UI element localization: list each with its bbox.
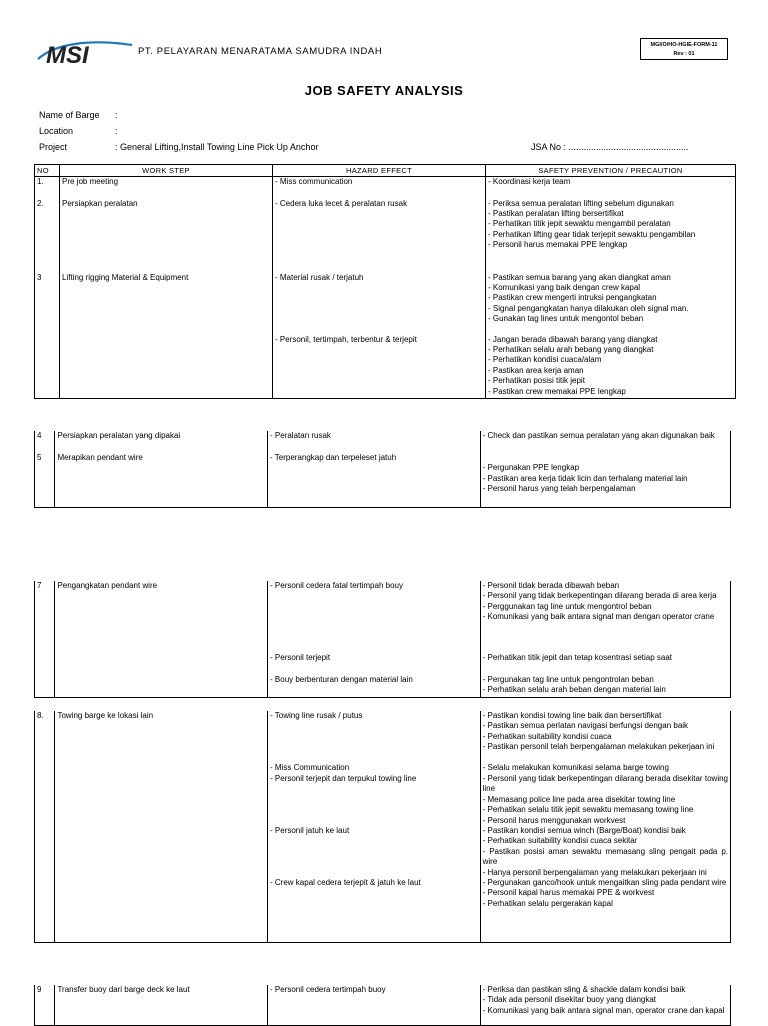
safety-precaution <box>486 177 736 199</box>
meta-location-value: : <box>115 126 118 136</box>
hazard-effect <box>268 453 481 507</box>
hazard-effect <box>268 985 481 1025</box>
hazard-effect-line: - Crew kapal cedera terjepit & jatuh ke laut <box>270 878 421 888</box>
row-number: 7 <box>35 581 55 653</box>
table-row <box>35 335 736 399</box>
safety-precaution-line: - Personil harus yang telah berpengalaman <box>482 484 636 494</box>
safety-precaution-line: - Check dan pastikan semua peralatan yang akan digunakan baik <box>482 431 715 440</box>
hazard-effect-line: - Miss Communication <box>270 763 350 772</box>
safety-precaution <box>480 675 730 697</box>
safety-precaution-line: - Perhatikan suitability kondisi cuaca sekitar <box>482 836 638 846</box>
safety-precaution-line: - Pergunakan PPE lengkap <box>482 463 580 473</box>
hazard-effect-line: - Bouy berbenturan dengan material lain <box>270 675 413 684</box>
table-row <box>35 985 731 1025</box>
work-step: Pengangkatan pendant wire <box>55 581 268 653</box>
work-step: Merapikan pendant wire <box>55 453 268 507</box>
safety-precaution-line: - Pastikan crew mengerti intruksi pengangkatan <box>488 293 657 303</box>
hazard-effect <box>273 335 486 399</box>
safety-precaution-line: - Perhatikan selalu arah beban dengan material lain <box>482 685 666 695</box>
work-step: Towing barge ke lokasi lain <box>55 711 268 763</box>
safety-precaution-line: - Personil yang tidak berkepentingan dilarang berada di area kerja <box>482 591 717 601</box>
row-number <box>35 826 55 878</box>
hazard-effect <box>273 177 486 199</box>
hazard-effect-line: - Miss communication <box>275 177 353 186</box>
table-row <box>35 199 736 273</box>
safety-precaution-line: - Perhatikan suitability kondisi cuaca <box>482 731 612 741</box>
work-step <box>60 335 273 399</box>
safety-precaution-line: - Pastikan kondisi semua winch (Barge/Boat) kondisi baik <box>482 826 686 836</box>
safety-precaution <box>480 653 730 675</box>
safety-precaution-line: - Pastikan semua perlatan navigasi berfungsi dengan baik <box>482 721 689 731</box>
column-header: WORK STEP <box>60 165 273 177</box>
safety-precaution <box>480 431 730 453</box>
safety-precaution-line: - Pastikan personil telah berpengalaman melakukan pekerjaan ini <box>482 742 715 752</box>
column-header: HAZARD EFFECT <box>273 165 486 177</box>
work-step: Lifting rigging Material & Equipment <box>60 273 273 335</box>
table-header-row <box>35 165 736 177</box>
hazard-effect-line: - Towing line rusak / putus <box>270 711 363 720</box>
work-step <box>55 774 268 826</box>
hazard-effect-line: - Material rusak / terjatuh <box>275 272 364 282</box>
company-logo <box>36 37 134 65</box>
jsa-table-4 <box>34 711 731 943</box>
safety-precaution <box>480 826 730 878</box>
table-row <box>35 763 731 774</box>
safety-precaution-line: - Perhatikan posisi titik jepit <box>488 376 585 386</box>
hazard-effect-line: - Cedera luka lecet & peralatan rusak <box>275 198 408 208</box>
table-row <box>35 453 731 507</box>
meta-barge-label: Name of Barge <box>39 110 100 120</box>
hazard-effect <box>268 653 481 675</box>
hazard-effect-line: - Personil terjepit dan terpukul towing line <box>270 774 417 783</box>
meta-barge-value: : <box>115 110 118 120</box>
table-row <box>35 273 736 335</box>
safety-precaution-line: - Perhatikan kondisi cuaca/alam <box>488 355 602 365</box>
jsa-table-3 <box>34 581 731 698</box>
safety-precaution-line: - Pastikan area kerja aman <box>488 365 584 375</box>
hazard-effect <box>273 273 486 335</box>
safety-precaution-line: - Selalu melakukan komunikasi selama barge towing <box>482 763 669 772</box>
safety-precaution-line: - Perhatikan titik jepit dan tetap kosentrasi setiap saat <box>482 653 673 662</box>
table-row <box>35 653 731 675</box>
meta-project <box>39 142 318 152</box>
safety-precaution-line: - Gunakan tag lines untuk mengontol beban <box>488 314 644 324</box>
safety-precaution-line: - Komunikasi yang baik antara signal man, operator crane dan kapal <box>482 1005 725 1015</box>
safety-precaution-line: - Pastikan peralatan lifting bersertifikat <box>488 208 624 218</box>
safety-precaution <box>480 711 730 763</box>
safety-precaution-line: - Perggunakan tag line untuk mengontrol beban <box>482 601 652 611</box>
hazard-effect-line: - Personil terjepit <box>270 653 331 662</box>
row-number <box>35 335 60 399</box>
safety-precaution-line: - Pastikan area kerja tidak licin dan terhalang material lain <box>482 473 688 483</box>
safety-precaution-line <box>483 453 728 463</box>
safety-precaution-line: - Pastikan crew memakai PPE lengkap <box>488 386 626 396</box>
table-row <box>35 826 731 878</box>
safety-precaution <box>480 581 730 653</box>
work-step <box>55 878 268 942</box>
safety-precaution-line: - Personil yang tidak berkepentingan dilarang berada disekitar towing line <box>482 774 728 794</box>
safety-precaution-line: - Hanya personil berpengalaman yang melakukan pekerjaan ini <box>482 867 707 877</box>
safety-precaution-line: - Memasang police line pada area disekitar towing line <box>482 794 676 804</box>
meta-barge <box>39 110 118 120</box>
table-row <box>35 711 731 763</box>
safety-precaution-line: - Personil tidak berada dibawah beban <box>482 581 620 590</box>
company-name: PT. PELAYARAN MENARATAMA SAMUDRA INDAH <box>138 46 383 57</box>
work-step <box>55 675 268 697</box>
safety-precaution <box>486 335 736 399</box>
form-revision: Rev : 01 <box>673 51 695 57</box>
svg-text:MSI: MSI <box>46 42 89 65</box>
row-number <box>35 878 55 942</box>
row-number: 4 <box>35 431 55 453</box>
jsa-table-5 <box>34 985 731 1026</box>
jsa-table-2 <box>34 431 731 508</box>
form-code-box <box>640 38 728 60</box>
hazard-effect-line: - Personil jatuh ke laut <box>270 826 350 836</box>
form-code: MGI/O/HO-HGIE-FORM-11 <box>650 42 718 48</box>
table-row <box>35 675 731 697</box>
hazard-effect <box>268 774 481 826</box>
safety-precaution-line: - Perhatikan selalu arah bebang yang diangkat <box>488 344 654 354</box>
safety-precaution-line: - Personil harus menggunakan workvest <box>482 815 626 825</box>
row-number <box>35 675 55 697</box>
row-number <box>35 774 55 826</box>
hazard-effect <box>268 431 481 453</box>
work-step: Pre job meeting <box>60 177 273 199</box>
row-number: 8. <box>35 711 55 763</box>
safety-precaution <box>486 199 736 273</box>
safety-precaution-line: - Pergunakan tag line untuk pengontrolan beban <box>482 675 654 684</box>
work-step <box>55 653 268 675</box>
safety-precaution-line: - Personil kapal harus memakai PPE & workvest <box>482 888 655 898</box>
safety-precaution-line: - Koordinasi kerja team <box>488 177 571 186</box>
hazard-effect <box>268 878 481 942</box>
table-row <box>35 177 736 199</box>
safety-precaution-line: - Perhatikan lifting gear tidak terjepit sewaktu pengambilan <box>488 229 696 239</box>
row-number: 2. <box>35 199 60 273</box>
safety-precaution-line: - Signal pengangkatan hanya dilakukan oleh signal man. <box>488 303 689 313</box>
row-number: 5 <box>35 453 55 507</box>
meta-location-label: Location <box>39 126 74 136</box>
safety-precaution-line: - Pastikan posisi aman sewaktu memasang sling pengait pada p. wire <box>482 846 728 867</box>
safety-precaution-line: - Jangan berada dibawah barang yang diangkat <box>488 334 658 344</box>
row-number <box>35 763 55 774</box>
safety-precaution-line: - Pastikan semua barang yang akan diangkat aman <box>488 272 671 282</box>
row-number: 9 <box>35 985 55 1025</box>
safety-precaution-line: - Periksa semua peralatan lifting sebelum digunakan <box>488 198 674 208</box>
table-row <box>35 431 731 453</box>
work-step <box>55 826 268 878</box>
safety-precaution-line: - Pastikan kondisi towing line baik dan bersertifikat <box>482 711 662 720</box>
hazard-effect-line: - Personil cedera tertimpah buoy <box>270 985 386 994</box>
safety-precaution-line: - Perhatikan selalu titik jepit sewaktu memasang towing line <box>482 805 694 815</box>
hazard-effect-line: - Terperangkap dan terpeleset jatuh <box>270 453 397 462</box>
hazard-effect <box>268 711 481 763</box>
meta-project-value: : General Lifting,Install Towing Line Pick Up Anchor <box>115 142 319 152</box>
safety-precaution <box>486 273 736 335</box>
column-header: SAFETY PREVENTION / PRECAUTION <box>486 165 736 177</box>
table-row <box>35 878 731 942</box>
hazard-effect <box>268 675 481 697</box>
hazard-effect-line: - Peralatan rusak <box>270 431 331 440</box>
hazard-effect <box>268 826 481 878</box>
jsa-table-1 <box>34 164 736 399</box>
safety-precaution <box>480 774 730 826</box>
row-number: 1. <box>35 177 60 199</box>
document-title: JOB SAFETY ANALYSIS <box>304 83 464 98</box>
hazard-effect-line: - Personil, tertimpah, terbentur & terjepit <box>275 334 417 344</box>
safety-precaution <box>480 985 730 1025</box>
meta-location <box>39 126 118 136</box>
hazard-effect <box>273 199 486 273</box>
safety-precaution-line: - Personil harus memakai PPE lengkap <box>488 240 628 250</box>
jsa-number: JSA No : ................................................ <box>531 142 689 152</box>
row-number: 3 <box>35 273 60 335</box>
safety-precaution <box>480 453 730 507</box>
safety-precaution <box>480 878 730 942</box>
safety-precaution-line: - Tidak ada personil disekitar buoy yang diangkat <box>482 995 657 1005</box>
safety-precaution-line: - Perhatikan selalu pergerakan kapal <box>482 898 613 908</box>
table-row <box>35 581 731 653</box>
meta-project-label: Project <box>39 142 68 152</box>
row-number <box>35 653 55 675</box>
safety-precaution-line: - Komunikasi yang baik antara signal man dengan operator crane <box>482 612 715 622</box>
safety-precaution-line: - Pergunakan ganco/hook untuk mengaitkan sling pada pendant wire <box>482 878 727 888</box>
table-row <box>35 774 731 826</box>
hazard-effect-line: - Personil cedera fatal tertimpah bouy <box>270 581 403 590</box>
work-step <box>55 763 268 774</box>
hazard-effect <box>268 581 481 653</box>
safety-precaution <box>480 763 730 774</box>
hazard-effect <box>268 763 481 774</box>
safety-precaution-line: - Periksa dan pastikan sling & shackle dalam kondisi baik <box>482 985 686 994</box>
work-step: Transfer buoy dari barge deck ke laut <box>55 985 268 1025</box>
work-step: Persiapkan peralatan <box>60 199 273 273</box>
work-step: Persiapkan peralatan yang dipakai <box>55 431 268 453</box>
safety-precaution-line: - Perhatikan titik jepit sewaktu mengambil peralatan <box>488 219 671 229</box>
safety-precaution-line: - Komunikasi yang baik dengan crew kapal <box>488 282 641 292</box>
column-header: NO <box>35 165 60 177</box>
